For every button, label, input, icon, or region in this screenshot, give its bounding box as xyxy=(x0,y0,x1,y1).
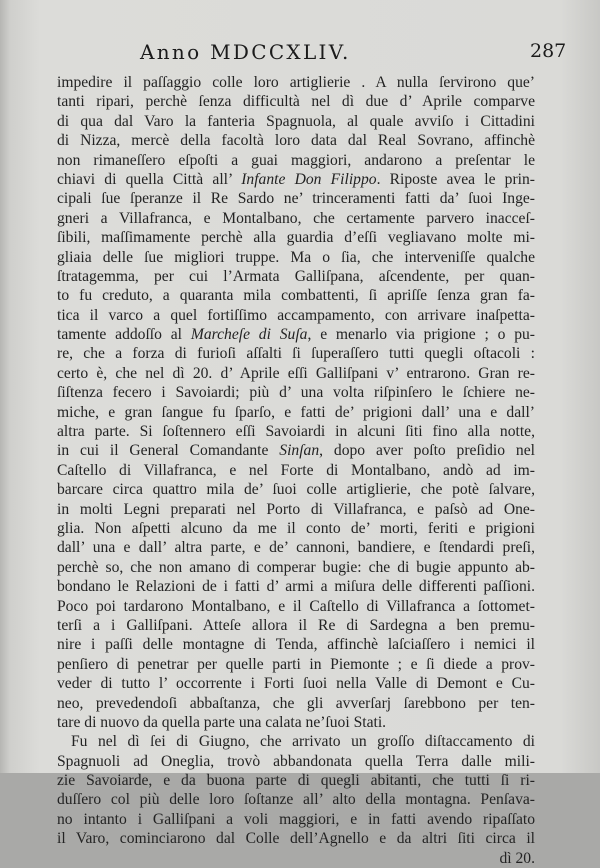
text-line: to fu creduto, a quaranta mila combattenti, ſi apriſſe ſenza gran fa- xyxy=(57,287,535,305)
text-line: no intanto i Galliſpani a voli maggiori, e in fatti avendo ripaſſato xyxy=(57,810,535,828)
text-line: ſiſtenza fecero i Savoiardi; più d’ una volta riſpinſero le ſchiere ne- xyxy=(57,384,535,402)
body-text xyxy=(57,73,535,868)
text-line: in molti Legni preparati nel Porto di Villafranca, e paſsò ad One- xyxy=(57,500,535,518)
text-line: certo è, che nel dì 20. d’ Aprile eſſi Galliſpani v’ entrarono. Gran re- xyxy=(57,364,535,382)
text-line: cipali ſue ſperanze il Re Sardo ne’ trinceramenti fatti da’ ſuoi Inge- xyxy=(57,190,535,208)
text-line: non rimaneſſero eſpoſti a guai maggiori, andarono a preſentar le xyxy=(57,151,535,169)
text-line: duſſero col più delle loro ſoſtanze all’ alto della montagna. Penſava- xyxy=(57,791,535,809)
text-line: gliaia delle ſue migliori truppe. Ma o ſia, che interveniſſe qualche xyxy=(57,248,535,266)
page-number: 287 xyxy=(530,40,567,62)
text-line: tare di nuovo da quella parte una calata ne’ſuoi Stati. xyxy=(57,713,387,731)
text-line: perchè so, che non amano di comperar bugie: che di bugie appunto ab- xyxy=(57,558,535,576)
text-line: nire i paſſi delle montagne di Tenda, affinchè laſciaſſero i nemici il xyxy=(57,636,535,654)
text-line: chiavi di quella Città all’ Infante Don Filippo. Riposte avea le prin- xyxy=(57,170,535,188)
text-line: tanti ripari, perchè ſenza difficultà nel dì due d’ Aprile comparve xyxy=(57,93,535,111)
text-line: tamente addoſſo al Marcheſe di Suſa, e menarlo via prigione ; o pu- xyxy=(57,326,535,344)
text-line: impedire il paſſaggio colle loro artiglierie . A nulla ſervirono que’ xyxy=(57,74,535,91)
text-line: penſiero di penetrar per quelle parti in Piemonte ; e ſi diede a prov- xyxy=(57,655,535,673)
text-line: glia. Non aſpetti alcuno da me il conto de’ morti, feriti e prigioni xyxy=(57,519,535,537)
text-line: di Nizza, mercè della facoltà loro data dal Real Sovrano, affinchè xyxy=(57,132,535,150)
page-header xyxy=(0,40,600,70)
text-line: zie Savoiarde, e da buona parte di quegli abitanti, che tutti ſi ri- xyxy=(57,772,535,790)
text-line: re, che a forza di furioſi aſſalti ſi ſuperaſſero tutti quegli oſtacoli : xyxy=(57,345,535,363)
text-line: bondano le Relazioni de i fatti d’ armi a miſura delle differenti paſſioni. xyxy=(57,578,535,596)
text-line: terſi a i Galliſpani. Atteſe allora il Re di Sardegna a ben premu- xyxy=(57,616,535,634)
italic-name: Sinſan xyxy=(279,442,320,460)
text-line: altra parte. Si ſoſtennero eſſi Savoiardi in alcuni ſiti fino alla notte, xyxy=(57,423,535,441)
italic-name: Infante Don Filippo xyxy=(241,170,377,188)
text-line: neo, prevedendoſi abbaſtanza, che gli avverſarj ſarebbono per ten- xyxy=(57,694,535,712)
text-line: veder di tutto l’ occorrente i Forti ſuoi nella Valle di Demont e Cu- xyxy=(57,675,535,693)
text-line: Poco poi tardarono Montalbano, e il Caſtello di Villafranca a ſottomet- xyxy=(57,597,535,615)
text-line: miche, e gran ſangue fu ſparſo, e fatti de’ prigioni dall’ una e dall’ xyxy=(57,403,535,421)
text-line: dall’ una e dall’ altra parte, e de’ cannoni, bandiere, e ſtendardi preſi, xyxy=(57,539,535,557)
text-line: ſibili, maſſimamente perchè alla guardia d’eſſi vegliavano molte mi- xyxy=(57,229,535,247)
running-title: Anno MDCCXLIV. xyxy=(140,40,351,64)
text-line: di qua dal Varo la fanteria Spagnuola, al quale avviſo i Cittadini xyxy=(57,112,535,130)
catchword-line: dì 20. xyxy=(499,849,535,867)
text-line: tica il varco a quel fortiſſimo accampamento, con arrivare inaſpetta- xyxy=(57,306,535,324)
text-line: Caſtello di Villafranca, e nel Forte di Montalbano, andò ad im- xyxy=(57,461,535,479)
text-line: gneri a Villafranca, e Montalbano, che certamente parvero inacceſ- xyxy=(57,209,535,227)
italic-name: Marcheſe di Suſa xyxy=(190,326,308,344)
text-line: Fu nel dì ſei di Giugno, che arrivato un groſſo diſtaccamento di xyxy=(71,733,535,751)
text-line: Spagnuoli ad Oneglia, trovò abbandonata quella Terra dalle mili- xyxy=(57,752,535,770)
text-line: il Varo, cominciarono dal Colle dell’Agnello e da altri ſiti circa il xyxy=(57,830,535,848)
text-line: ſtratagemma, per cui l’Armata Galliſpana, aſcendente, per quan- xyxy=(57,267,535,285)
text-line: in cui il General Comandante Sinſan, dopo aver poſto preſidio nel xyxy=(57,442,535,460)
text-line: barcare circa quattro mila de’ ſuoi colle artiglierie, che potè ſalvare, xyxy=(57,481,535,499)
